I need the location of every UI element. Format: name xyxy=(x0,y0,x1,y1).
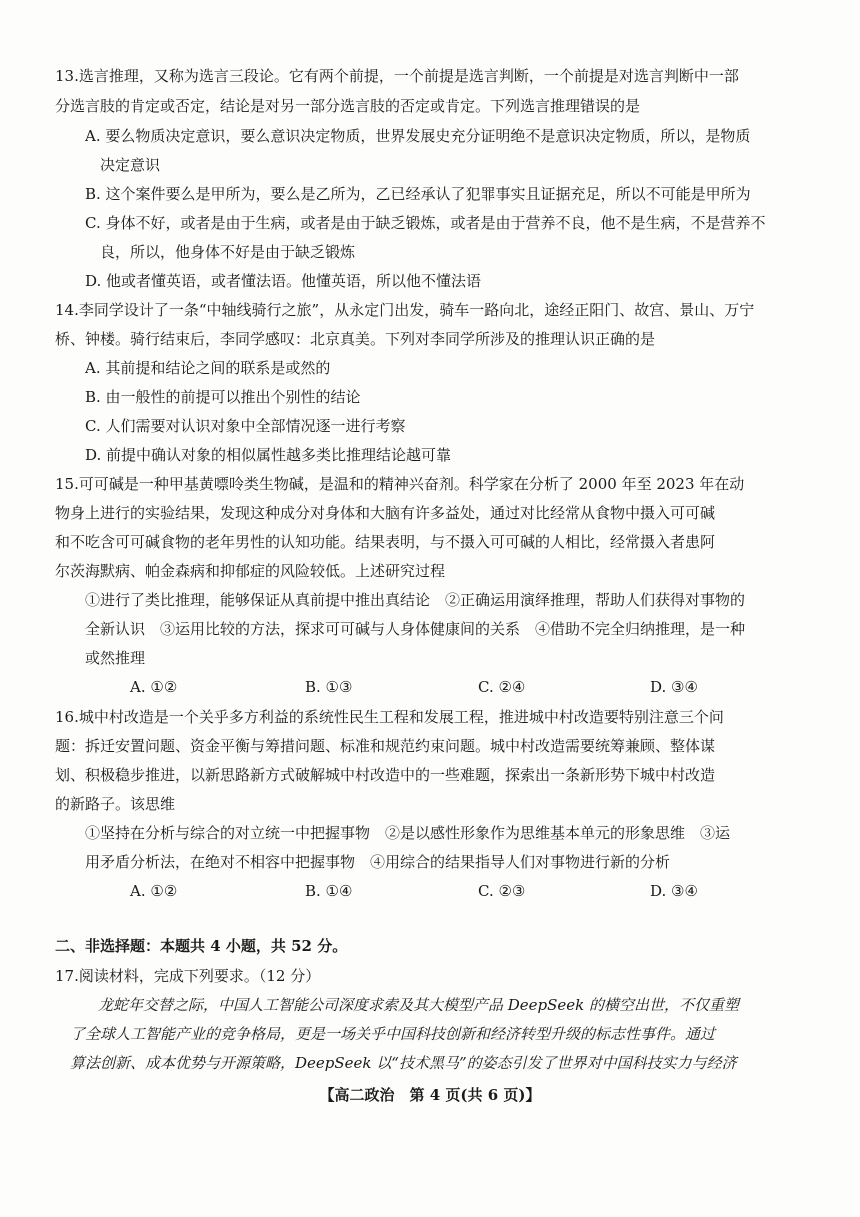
q13-option-a-line-1: A. 要么物质决定意识，要么意识决定物质，世界发展史充分证明绝不是意识决定物质，所以，是物质 xyxy=(85,127,751,145)
q15-option-d: D. ③④ xyxy=(650,678,698,696)
q16-stem-line-1: 16.城中村改造是一个关乎多方利益的系统性民生工程和发展工程，推进城中村改造要特别注意三个问 xyxy=(55,708,724,726)
q14-option-d: D. 前提中确认对象的相似属性越多类比推理结论越可靠 xyxy=(85,446,452,464)
q14-stem-line-2: 桥、钟楼。骑行结束后，李同学感叹：北京真美。下列对李同学所涉及的推理认识正确的是 xyxy=(55,330,656,348)
q14-option-b: B. 由一般性的前提可以推出个别性的结论 xyxy=(85,388,361,406)
q15-option-a: A. ①② xyxy=(130,678,178,696)
q16-option-b: B. ①④ xyxy=(305,882,353,900)
q16-option-d: D. ③④ xyxy=(650,882,698,900)
q14-option-c: C. 人们需要对认识对象中全部情况逐一进行考察 xyxy=(85,417,406,435)
q13-option-b: B. 这个案件要么是甲所为，要么是乙所为，乙已经承认了犯罪事实且证据充足，所以不可能是甲所为 xyxy=(85,185,751,203)
q17-material-line-3: 算法创新、成本优势与开源策略，DeepSeek 以“技术黑马”的姿态引发了世界对中国科技实力与经济 xyxy=(70,1054,737,1072)
q14-option-a: A. 其前提和结论之间的联系是或然的 xyxy=(85,359,331,377)
section-heading: 二、非选择题：本题共 4 小题，共 52 分。 xyxy=(55,937,348,955)
q16-option-a: A. ①② xyxy=(130,882,178,900)
q16-items-line-1: ①坚持在分析与综合的对立统一中把握事物 ②是以感性形象作为思维基本单元的形象思维 ③运 xyxy=(85,824,731,842)
q16-option-c: C. ②③ xyxy=(478,882,526,900)
q14-stem-line-1: 14.李同学设计了一条“中轴线骑行之旅”，从永定门出发，骑车一路向北，途经正阳门、故宫、景山、万宁 xyxy=(55,301,755,319)
q13-stem-line-2: 分选言肢的肯定或否定，结论是对另一部分选言肢的否定或肯定。下列选言推理错误的是 xyxy=(55,97,641,115)
q13-option-c-line-1: C. 身体不好，或者是由于生病，或者是由于缺乏锻炼，或者是由于营养不良，他不是生病，不是营养不 xyxy=(85,214,766,232)
q13-option-d: D. 他或者懂英语，或者懂法语。他懂英语，所以他不懂法语 xyxy=(85,272,482,290)
q13-option-c-line-2: 良，所以，他身体不好是由于缺乏锻炼 xyxy=(100,243,356,261)
q15-stem-line-2: 物身上进行的实验结果，发现这种成分对身体和大脑有许多益处，通过对比经常从食物中摄入可可碱 xyxy=(55,504,716,522)
q13-stem-line-1: 13.选言推理，又称为选言三段论。它有两个前提，一个前提是选言判断，一个前提是对选言判断中一部 xyxy=(55,67,739,85)
q15-items-line-3: 或然推理 xyxy=(85,649,146,667)
q16-stem-line-3: 划、积极稳步推进，以新思路新方式破解城中村改造中的一些难题，探索出一条新形势下城中村改造 xyxy=(55,766,716,784)
q15-stem-line-4: 尔茨海默病、帕金森病和抑郁症的风险较低。上述研究过程 xyxy=(55,562,446,580)
q16-stem-line-4: 的新路子。该思维 xyxy=(55,795,176,813)
q13-option-a-line-2: 决定意识 xyxy=(100,156,161,174)
q15-stem-line-3: 和不吃含可可碱食物的老年男性的认知功能。结果表明，与不摄入可可碱的人相比，经常摄入者患阿 xyxy=(55,533,716,551)
q15-option-b: B. ①③ xyxy=(305,678,353,696)
q16-stem-line-2: 题：拆迁安置问题、资金平衡与筹措问题、标准和规范约束问题。城中村改造需要统筹兼顾、整体谋 xyxy=(55,737,716,755)
page-footer: 【高二政治 第 4 页(共 6 页)】 xyxy=(319,1086,541,1104)
q15-items-line-1: ①进行了类比推理，能够保证从真前提中推出真结论 ②正确运用演绎推理，帮助人们获得对事物的 xyxy=(85,591,746,609)
q17-material-line-1: 龙蛇年交替之际，中国人工智能公司深度求索及其大模型产品 DeepSeek 的横空出世，不仅重塑 xyxy=(98,996,740,1014)
q17-material-line-2: 了全球人工智能产业的竞争格局，更是一场关乎中国科技创新和经济转型升级的标志性事件。通过 xyxy=(70,1025,716,1043)
q16-items-line-2: 用矛盾分析法，在绝对不相容中把握事物 ④用综合的结果指导人们对事物进行新的分析 xyxy=(85,853,671,871)
q15-option-c: C. ②④ xyxy=(478,678,526,696)
q15-items-line-2: 全新认识 ③运用比较的方法，探求可可碱与人身体健康间的关系 ④借助不完全归纳推理，是一种 xyxy=(85,620,746,638)
q17-title: 17.阅读材料，完成下列要求。（12 分） xyxy=(55,967,321,985)
q15-stem-line-1: 15.可可碱是一种甲基黄嘌呤类生物碱，是温和的精神兴奋剂。科学家在分析了 2000 年至 2023 年在动 xyxy=(55,475,745,493)
